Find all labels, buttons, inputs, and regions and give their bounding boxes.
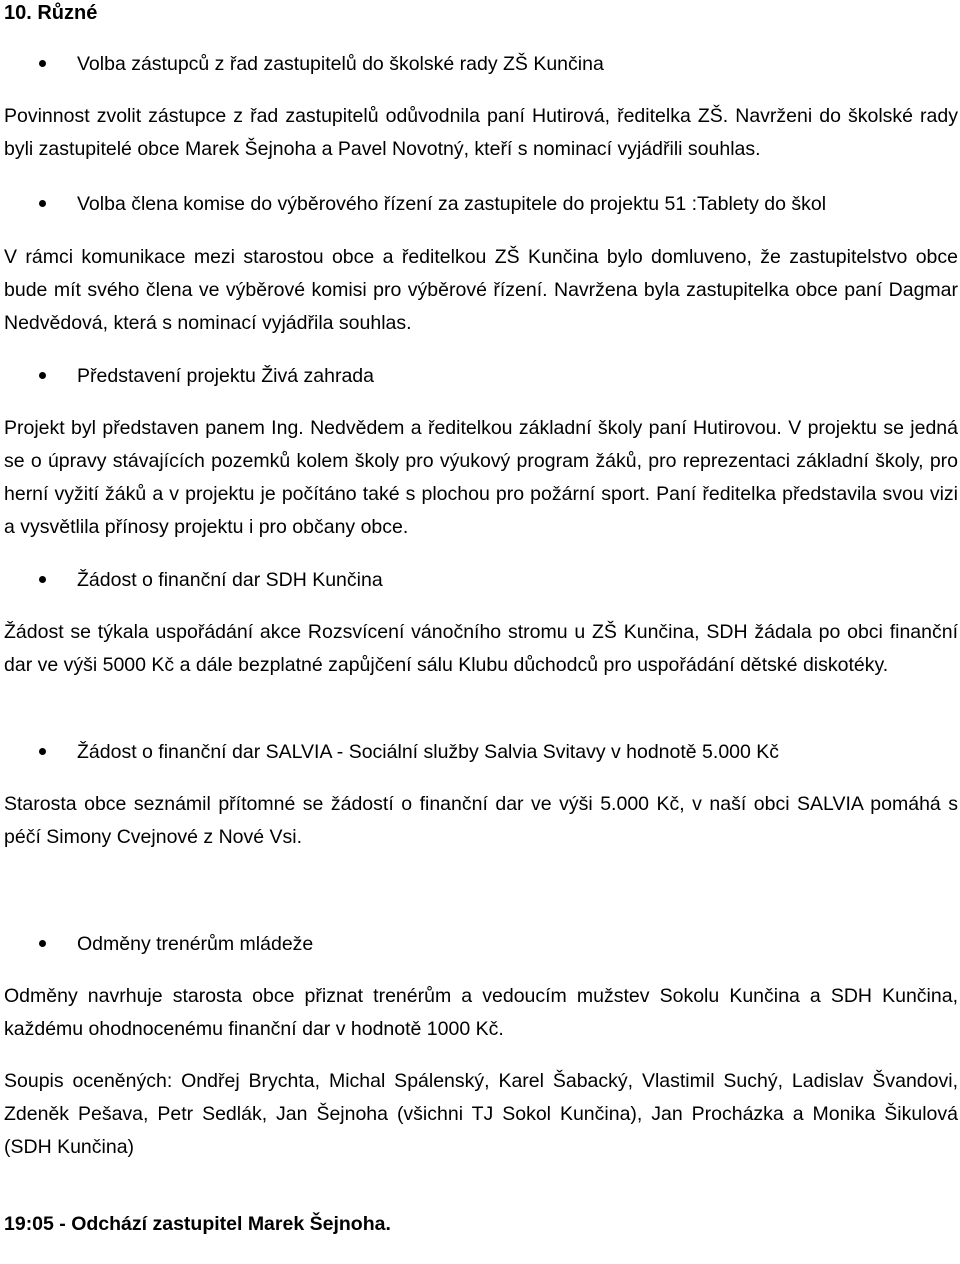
bullet-item-coach-rewards [0,928,958,960]
bullet-icon [39,60,46,67]
bullet-text: Představení projektu Živá zahrada [77,365,374,387]
bullet-text: Odměny trenérům mládeže [77,933,314,955]
paragraph: Starosta obce seznámil přítomné se žádostí o finanční dar ve výši 5.000 Kč, v naší obci SALVIA pomáhá s péčí Simony Cvejnové z Nové Vsi. [4,793,958,848]
bullet-text: Žádost o finanční dar SDH Kunčina [77,569,383,591]
section-heading: 10. Různé [4,2,98,24]
paragraph: Odměny navrhuje starosta obce přiznat trenérům a vedoucím mužstev Sokolu Kunčina a SDH Kunčina, každému ohodnocenému finanční dar v hodnotě 1000 Kč. [4,985,958,1040]
bullet-item-school-council [0,48,958,80]
paragraph: Soupis oceněných: Ondřej Brychta, Michal Spálenský, Karel Šabacký, Vlastimil Suchý, Ladislav Švandovi, Zdeněk Pešava, Petr Sedlák, Jan Šejnoha (všichni TJ Sokol Kunčina), Jan Procházka a Monika Šikulová (SDH Kunčina) [4,1070,958,1158]
bullet-icon [39,576,46,583]
paragraph: Projekt byl představen panem Ing. Nedvědem a ředitelkou základní školy paní Hutirovou. V projektu se jedná se o úpravy stávajících pozemků kolem školy pro výukový program žáků, pro reprezentaci základní školy, pro herní vyžití žáků a v projektu je počítáno také s plochou pro požární sport. Paní ředitelka představila svou vizi a vysvětlila přínosy projektu i pro občany obce. [4,417,958,538]
footer-note: 19:05 - Odchází zastupitel Marek Šejnoha. [4,1213,391,1235]
bullet-icon [39,748,46,755]
paragraph: V rámci komunikace mezi starostou obce a ředitelkou ZŠ Kunčina bylo domluveno, že zastupitelstvo obce bude mít svého člena ve výběrové komisi pro výběrové řízení. Navržena byla zastupitelka obce paní Dagmar Nedvědová, která s nominací vyjádřila souhlas. [4,246,958,334]
bullet-item-commission [0,188,958,220]
bullet-item-project-presentation [0,360,958,392]
bullet-text: Žádost o finanční dar SALVIA - Sociální služby Salvia Svitavy v hodnotě 5.000 Kč [77,741,780,763]
bullet-item-sdh-donation [0,564,958,596]
paragraph: Povinnost zvolit zástupce z řad zastupitelů odůvodnila paní Hutirová, ředitelka ZŠ. Navrženi do školské rady byli zastupitelé obce Marek Šejnoha a Pavel Novotný, kteří s nominací vyjádřili souhlas. [4,105,958,160]
bullet-icon [39,940,46,947]
bullet-text: Volba zástupců z řad zastupitelů do školské rady ZŠ Kunčina [77,53,604,75]
bullet-icon [39,200,46,207]
bullet-item-salvia-donation [0,736,958,768]
bullet-text: Volba člena komise do výběrového řízení za zastupitele do projektu 51 :Tablety do škol [77,193,827,215]
paragraph: Žádost se týkala uspořádání akce Rozsvícení vánočního stromu u ZŠ Kunčina, SDH žádala po obci finanční dar ve výši 5000 Kč a dále bezplatné zapůjčení sálu Klubu důchodců pro uspořádání dětské diskotéky. [4,621,958,676]
bullet-icon [39,372,46,379]
